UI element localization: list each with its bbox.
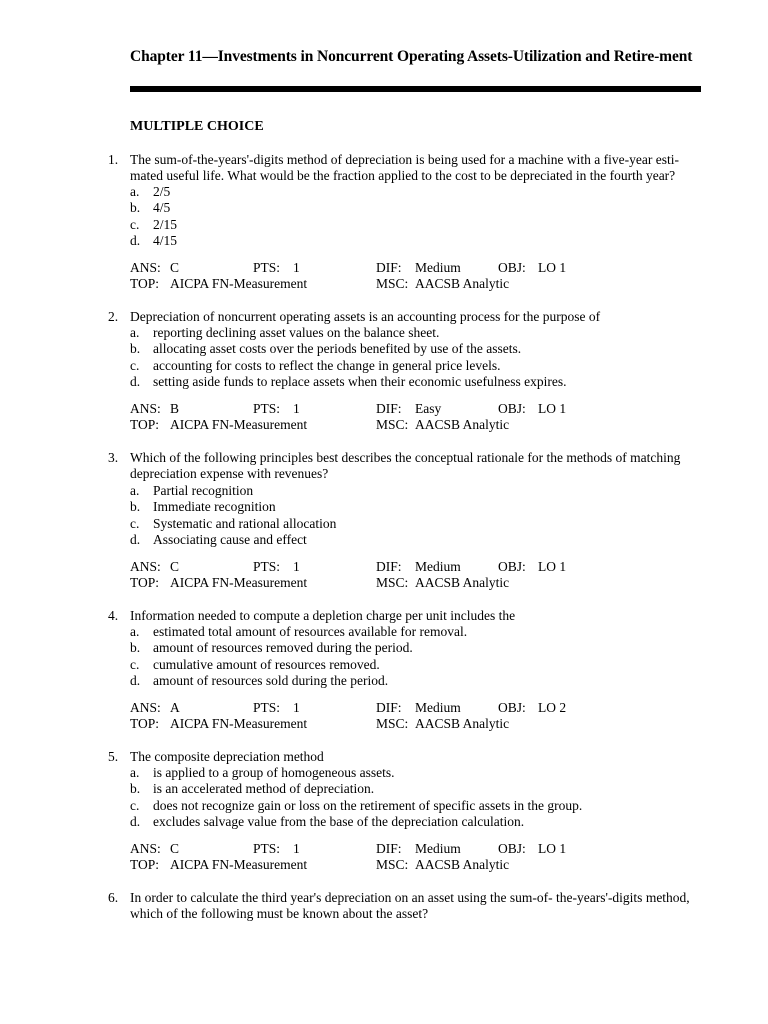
pts-value: 1 [293,401,300,416]
question-number: 5. [108,749,119,764]
option-label: d. [130,232,141,248]
dif-label: DIF: [376,260,402,275]
ans-label: ANS: [130,841,161,856]
top-label: TOP: [130,417,160,433]
question-text: In order to calculate the third year's depreciation on an asset using the sum-of- the-years'-digits method, which of the following must be known about the asset? [130,890,690,922]
ans-value: B [170,401,180,416]
msc-value: AACSB Analytic [415,716,510,732]
option-label: d. [130,531,141,547]
pts-label: PTS: [253,841,281,856]
option-text: cumulative amount of resources removed. [153,656,380,672]
answer-option [130,341,695,357]
msc-value: AACSB Analytic [415,417,510,433]
answer-option [130,657,695,673]
obj-value: LO 1 [538,559,567,574]
option-text: setting aside funds to replace assets when their economic usefulness expires. [153,373,567,389]
msc-label: MSC: [376,716,409,732]
option-label: b. [130,200,141,216]
obj-label: OBJ: [498,559,526,574]
question-number: 6. [108,890,119,905]
option-label: c. [130,515,140,531]
obj-value: LO 1 [538,401,567,416]
question-text: The sum-of-the-years'-digits method of depreciation is being used for a machine with a five-year esti-mated useful life. What would be the fraction applied to the cost to be depreciated in the fourth year? [130,152,679,184]
option-label: a. [130,765,140,780]
question-number: 4. [108,608,119,623]
answer-option [130,358,695,374]
answer-options [130,624,695,689]
option-label: a. [130,624,140,639]
pts-value: 1 [293,700,300,715]
top-label: TOP: [130,716,160,732]
option-text: Systematic and rational allocation [153,515,337,531]
answer-metadata [130,260,695,293]
answer-option [130,624,695,640]
answer-option [130,532,695,548]
top-value: AICPA FN-Measurement [170,575,308,591]
dif-label: DIF: [376,841,402,856]
ans-value: C [170,260,180,275]
answer-metadata [130,401,695,434]
answer-metadata [130,841,695,874]
pts-value: 1 [293,559,300,574]
top-value: AICPA FN-Measurement [170,716,308,732]
option-label: c. [130,797,140,813]
option-text: is applied to a group of homogeneous assets. [153,765,395,780]
ans-label: ANS: [130,700,161,715]
option-text: Associating cause and effect [153,531,307,547]
pts-label: PTS: [253,700,281,715]
option-text: 2/15 [153,216,178,232]
answer-option [130,184,695,200]
answer-options [130,184,695,249]
msc-label: MSC: [376,575,409,591]
pts-value: 1 [293,260,300,275]
question-text: Depreciation of noncurrent operating assets is an accounting process for the purpose of [130,309,601,324]
ans-label: ANS: [130,401,161,416]
answer-option [130,640,695,656]
answer-option [130,673,695,689]
option-text: accounting for costs to reflect the change in general price levels. [153,357,501,373]
msc-label: MSC: [376,417,409,433]
obj-value: LO 1 [538,841,567,856]
option-label: d. [130,813,141,829]
option-text: amount of resources removed during the period. [153,640,413,656]
dif-value: Easy [415,401,442,416]
section-heading: MULTIPLE CHOICE [130,119,264,134]
chapter-title: Chapter 11—Investments in Noncurrent Operating Assets-Utilization and Retire-ment [130,48,693,65]
ans-label: ANS: [130,559,161,574]
answer-option [130,516,695,532]
top-value: AICPA FN-Measurement [170,857,308,873]
answer-option [130,233,695,249]
obj-label: OBJ: [498,260,526,275]
answer-option [130,798,695,814]
pts-value: 1 [293,841,300,856]
dif-value: Medium [415,841,461,856]
option-text: is an accelerated method of depreciation. [153,781,375,797]
option-text: reporting declining asset values on the balance sheet. [153,325,440,340]
answer-option [130,765,695,781]
answer-option [130,374,695,390]
top-label: TOP: [130,575,160,591]
msc-value: AACSB Analytic [415,276,510,292]
option-text: Partial recognition [153,483,254,498]
answer-option [130,325,695,341]
dif-value: Medium [415,559,461,574]
option-text: estimated total amount of resources available for removal. [153,624,468,639]
top-value: AICPA FN-Measurement [170,417,308,433]
top-label: TOP: [130,857,160,873]
option-text: amount of resources sold during the period. [153,672,389,688]
option-label: d. [130,373,141,389]
answer-metadata [130,559,695,592]
option-label: b. [130,499,141,515]
question-text: Which of the following principles best describes the conceptual rationale for the methods of matching depreciation expense with revenues? [130,450,681,482]
question-text: Information needed to compute a depletion charge per unit includes the [130,608,516,623]
option-label: a. [130,325,140,340]
option-label: b. [130,781,141,797]
option-label: c. [130,357,140,373]
answer-option [130,200,695,216]
option-label: b. [130,341,141,357]
option-text: does not recognize gain or loss on the retirement of specific assets in the group. [153,797,583,813]
obj-label: OBJ: [498,700,526,715]
dif-value: Medium [415,700,461,715]
answer-option [130,483,695,499]
pts-label: PTS: [253,401,281,416]
answer-options [130,765,695,830]
dif-label: DIF: [376,559,402,574]
ans-value: C [170,559,180,574]
option-label: c. [130,216,140,232]
dif-label: DIF: [376,700,402,715]
top-value: AICPA FN-Measurement [170,276,308,292]
answer-metadata [130,700,695,733]
obj-value: LO 2 [538,700,567,715]
option-text: 2/5 [153,184,171,199]
ans-value: A [170,700,180,715]
option-label: c. [130,656,140,672]
pts-label: PTS: [253,260,281,275]
msc-label: MSC: [376,857,409,873]
msc-label: MSC: [376,276,409,292]
option-text: excludes salvage value from the base of the depreciation calculation. [153,813,525,829]
ans-label: ANS: [130,260,161,275]
ans-value: C [170,841,180,856]
option-label: a. [130,184,140,199]
option-text: Immediate recognition [153,499,276,515]
msc-value: AACSB Analytic [415,575,510,591]
option-text: allocating asset costs over the periods benefited by use of the assets. [153,341,522,357]
option-label: d. [130,672,141,688]
msc-value: AACSB Analytic [415,857,510,873]
answer-options [130,483,695,548]
question-number: 3. [108,450,119,465]
answer-option [130,814,695,830]
option-text: 4/15 [153,232,178,248]
question-number: 1. [108,152,119,167]
pts-label: PTS: [253,559,281,574]
dif-label: DIF: [376,401,402,416]
option-text: 4/5 [153,200,171,216]
question-number: 2. [108,309,119,324]
answer-option [130,781,695,797]
obj-value: LO 1 [538,260,567,275]
option-label: a. [130,483,140,498]
answer-options [130,325,695,390]
dif-value: Medium [415,260,461,275]
obj-label: OBJ: [498,401,526,416]
title-divider [130,86,701,92]
answer-option [130,217,695,233]
top-label: TOP: [130,276,160,292]
question-text: The composite depreciation method [130,749,324,764]
answer-option [130,499,695,515]
obj-label: OBJ: [498,841,526,856]
option-label: b. [130,640,141,656]
